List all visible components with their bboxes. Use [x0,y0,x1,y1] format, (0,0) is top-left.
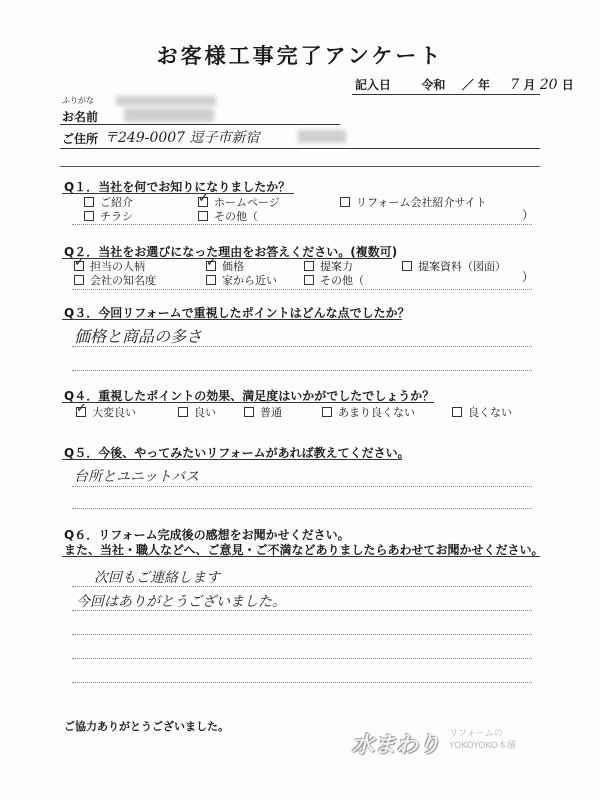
q6-answer-line-d [72,658,532,659]
q2-option-nearby[interactable]: 家から近い [206,272,277,288]
q3-answer: 価格と商品の多さ [74,327,203,346]
q6-answer-line-e [72,682,532,683]
q4-radio-very-good[interactable] [76,407,86,417]
address-value: 〒249-0007 逗子市新宿 [104,130,260,146]
q6-answer-line-c [72,634,532,635]
entry-date [355,76,574,93]
q4-option-very-good[interactable]: ✓大変良い [76,404,136,420]
q2-checkbox-nearby[interactable] [206,275,216,285]
q4-underline [62,402,434,403]
date-month-value: 7 [510,77,520,93]
q4-option-not-so-good[interactable]: あまり良くない [322,404,415,420]
date-year-unit: 年 [477,78,490,92]
q2-checkbox-proposal[interactable] [304,261,314,271]
section-divider [60,166,540,167]
redacted-address [298,130,346,143]
q4-radio-bad[interactable] [452,407,462,417]
q2-checkbox-proposal-docs[interactable] [402,261,412,271]
q1-checkbox-flyer[interactable] [84,211,94,221]
q2-option-proposal[interactable]: 提案力 [304,258,353,274]
q1-question: Q１．当社を何でお知りになりましたか？ [64,180,291,194]
page-title: お客様工事完了アンケート [156,44,444,68]
address-underline [60,148,540,149]
name-label: お名前 [62,110,99,124]
date-underline [352,94,540,95]
logo-sub-line-2: YOKOYOKO本舗 [449,741,516,751]
q4-option-bad[interactable]: 良くない [452,404,512,420]
q2-question: Q２．当社をお選びになった理由をお答えください。(複数可) [64,245,398,259]
q6-answer-line-a [72,586,532,587]
q4-option-good[interactable]: 良い [178,404,216,420]
q5-answer: 台所とユニットバス [74,469,200,485]
q2-dotted-line [72,289,532,290]
q2-option-proposal-docs[interactable]: 提案資料（図面） [402,258,506,274]
q2-checkbox-staff[interactable] [74,261,84,271]
q3-answer-line-1 [72,346,532,347]
q6-underline [62,556,540,557]
q3-underline [62,319,402,320]
q2-option-staff[interactable]: ✓担当の人柄 [74,258,145,274]
q5-underline [62,459,402,460]
logo-sub-line-1: リフォームの [449,729,503,739]
redacted-name [124,108,214,122]
q2-option-other[interactable]: その他（ [304,272,364,288]
redacted-furigana [116,96,216,106]
q1-close-paren: ） [522,208,535,222]
q4-option-average[interactable]: 普通 [244,404,282,420]
q2-option-price[interactable]: ✓ 価格 [206,258,244,274]
q2-checkbox-other[interactable] [304,275,314,285]
q2-option-reputation[interactable]: 会社の知名度 [74,272,156,288]
q6-answer-line-b [72,610,532,611]
date-day-value: 20 [539,77,558,93]
q4-radio-average[interactable] [244,407,254,417]
q6-question-line-2: また、当社・職人などへ、ご意見・ご不満などありましたらあわせてお聞かせください。 [64,543,544,557]
address-label: ご住所 [62,132,99,146]
date-era: 令和 [421,78,446,92]
q5-answer-line-1 [72,486,532,487]
q1-dotted-line [72,224,532,225]
q6-answer-line-2: 今回はありがとうございました。 [76,594,286,610]
q1-option-other[interactable]: その他（ [198,208,258,224]
q4-radio-not-so-good[interactable] [322,407,332,417]
date-label: 記入日 [355,78,392,92]
name-underline [60,124,340,125]
q6-question-line-1: Q６．リフォーム完成後の感想をお聞かせください。 [64,528,350,542]
q1-checkbox-homepage[interactable] [198,197,208,207]
q4-radio-good[interactable] [178,407,188,417]
q3-answer-line-2 [72,370,532,371]
q1-option-reform-site[interactable]: リフォーム会社紹介サイト [340,194,487,210]
q5-answer-line-2 [72,508,532,509]
q2-checkbox-reputation[interactable] [74,275,84,285]
date-month-unit: 月 [523,78,536,92]
q4-question: Q４．重視したポイントの効果、満足度はいかがでしたでしょうか？ [64,389,435,403]
q1-checkbox-referral[interactable] [84,197,94,207]
logo-main-text: 水まわり [352,733,441,758]
q1-option-referral[interactable]: ご紹介 [84,194,133,210]
q6-answer-line-1: 次回もご連絡します [94,570,220,586]
q3-question: Q３．今回リフォームで重視したポイントはどんな点でしたか？ [64,306,410,320]
q1-option-flyer[interactable]: チラシ [84,208,133,224]
date-year-sep: ／ [461,78,474,92]
date-day-unit: 日 [561,78,574,92]
furigana-label: ふりがな [62,96,94,105]
q5-question: Q５．今後、やってみたいリフォームがあれば教えてください。 [64,446,410,460]
q2-close-paren: ） [522,270,535,284]
q1-checkbox-reform-site[interactable] [340,197,350,207]
q1-option-homepage[interactable]: ✓ ホームページ [198,194,280,210]
company-logo [352,728,516,759]
q2-checkbox-price[interactable] [206,261,216,271]
q1-checkbox-other[interactable] [198,211,208,221]
footer-thanks: ご協力ありがとうございました。 [64,720,229,733]
